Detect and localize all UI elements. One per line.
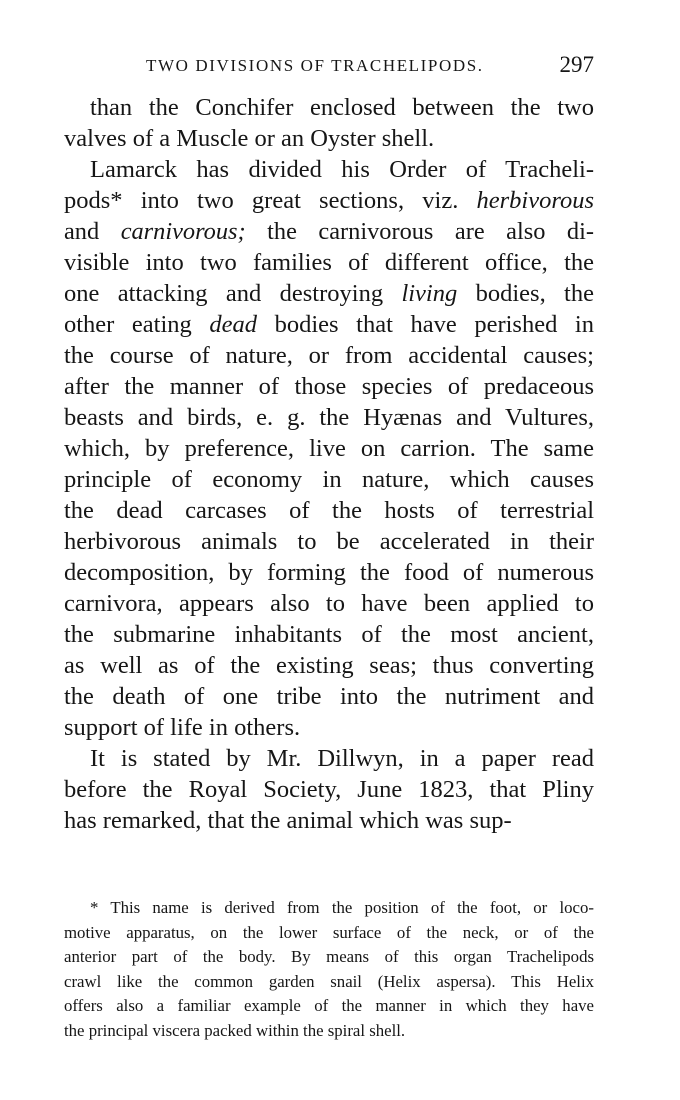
text-line — [64, 433, 594, 464]
text-run: bodies, the — [457, 280, 594, 307]
text-line — [64, 557, 594, 588]
text-line — [64, 92, 594, 123]
text-run: It is stated by Mr. Dillwyn, in a paper read — [90, 745, 594, 772]
text-line — [64, 371, 594, 402]
paragraph — [64, 154, 594, 743]
text-line — [64, 216, 594, 247]
text-run: beasts and birds, e. g. the Hyænas and Vultures, — [64, 404, 594, 431]
italic-word: herbivorous — [476, 187, 594, 214]
text-run: pods* into two great sections, viz. — [64, 187, 477, 214]
text-line — [64, 154, 594, 185]
footnote-line: motive apparatus, on the lower surface of the neck, or of the — [64, 922, 594, 942]
text-line — [64, 464, 594, 495]
italic-word: living — [401, 280, 458, 307]
text-line — [64, 185, 594, 216]
text-run: and — [64, 218, 121, 245]
text-run: principle of economy in nature, which causes — [64, 466, 594, 493]
text-line — [64, 712, 594, 743]
text-run: the death of one tribe into the nutriment and — [64, 683, 594, 710]
text-line — [64, 495, 594, 526]
text-line — [64, 805, 594, 836]
footnote-line: the principal viscera packed within the spiral shell. — [64, 1020, 406, 1040]
italic-word: dead — [209, 311, 258, 338]
text-line — [64, 309, 594, 340]
text-line — [64, 650, 594, 681]
text-line — [64, 278, 594, 309]
running-head — [64, 52, 594, 82]
text-run: support of life in others. — [64, 714, 301, 741]
text-run: carnivora, appears also to have been applied to — [64, 590, 594, 617]
paragraph — [64, 92, 594, 154]
text-run: before the Royal Society, June 1823, that Pliny — [64, 776, 594, 803]
paragraph — [64, 743, 594, 836]
footnote — [64, 896, 594, 1043]
text-line — [64, 743, 594, 774]
text-run: other eating — [64, 311, 210, 338]
text-line — [64, 588, 594, 619]
text-line — [64, 123, 594, 154]
italic-word: carnivorous; — [120, 218, 246, 245]
text-run: visible into two families of different office, the — [64, 249, 594, 276]
text-run: decomposition, by forming the food of numerous — [64, 559, 594, 586]
text-run: after the manner of those species of predaceous — [64, 373, 594, 400]
text-run: has remarked, that the animal which was sup- — [64, 807, 512, 834]
running-title: TWO DIVISIONS OF TRACHELIPODS. — [146, 56, 484, 75]
text-run: which, by preference, live on carrion. The same — [64, 435, 594, 462]
footnote-line: crawl like the common garden snail (Helix aspersa). This Helix — [64, 971, 594, 991]
text-run: the submarine inhabitants of the most ancient, — [64, 621, 594, 648]
text-run: than the Conchifer enclosed between the two — [90, 94, 594, 121]
text-line — [64, 340, 594, 371]
footnote-line: anterior part of the body. By means of this organ Trachelipods — [64, 947, 594, 966]
text-run: as well as of the existing seas; thus converting — [64, 652, 594, 679]
text-run: the dead carcases of the hosts of terrestrial — [64, 497, 594, 524]
text-line — [64, 774, 594, 805]
text-run: the course of nature, or from accidental causes; — [64, 342, 594, 369]
text-run: valves of a Muscle or an Oyster shell. — [64, 125, 435, 152]
text-run: bodies that have perished in — [257, 311, 594, 338]
text-run: the carnivorous are also di- — [245, 218, 594, 245]
page-number: 297 — [559, 52, 594, 77]
text-run: Lamarck has divided his Order of Tracheli- — [90, 156, 594, 183]
text-run: one attacking and destroying — [64, 280, 402, 307]
text-line — [64, 619, 594, 650]
text-line — [64, 526, 594, 557]
footnote-line: offers also a familiar example of the manner in which they have — [64, 996, 594, 1015]
text-run: herbivorous animals to be accelerated in their — [64, 528, 594, 555]
text-line — [64, 402, 594, 433]
text-line — [64, 247, 594, 278]
body-text — [64, 92, 594, 836]
footnote-line: * This name is derived from the position of the foot, or loco- — [90, 898, 594, 917]
text-line — [64, 681, 594, 712]
